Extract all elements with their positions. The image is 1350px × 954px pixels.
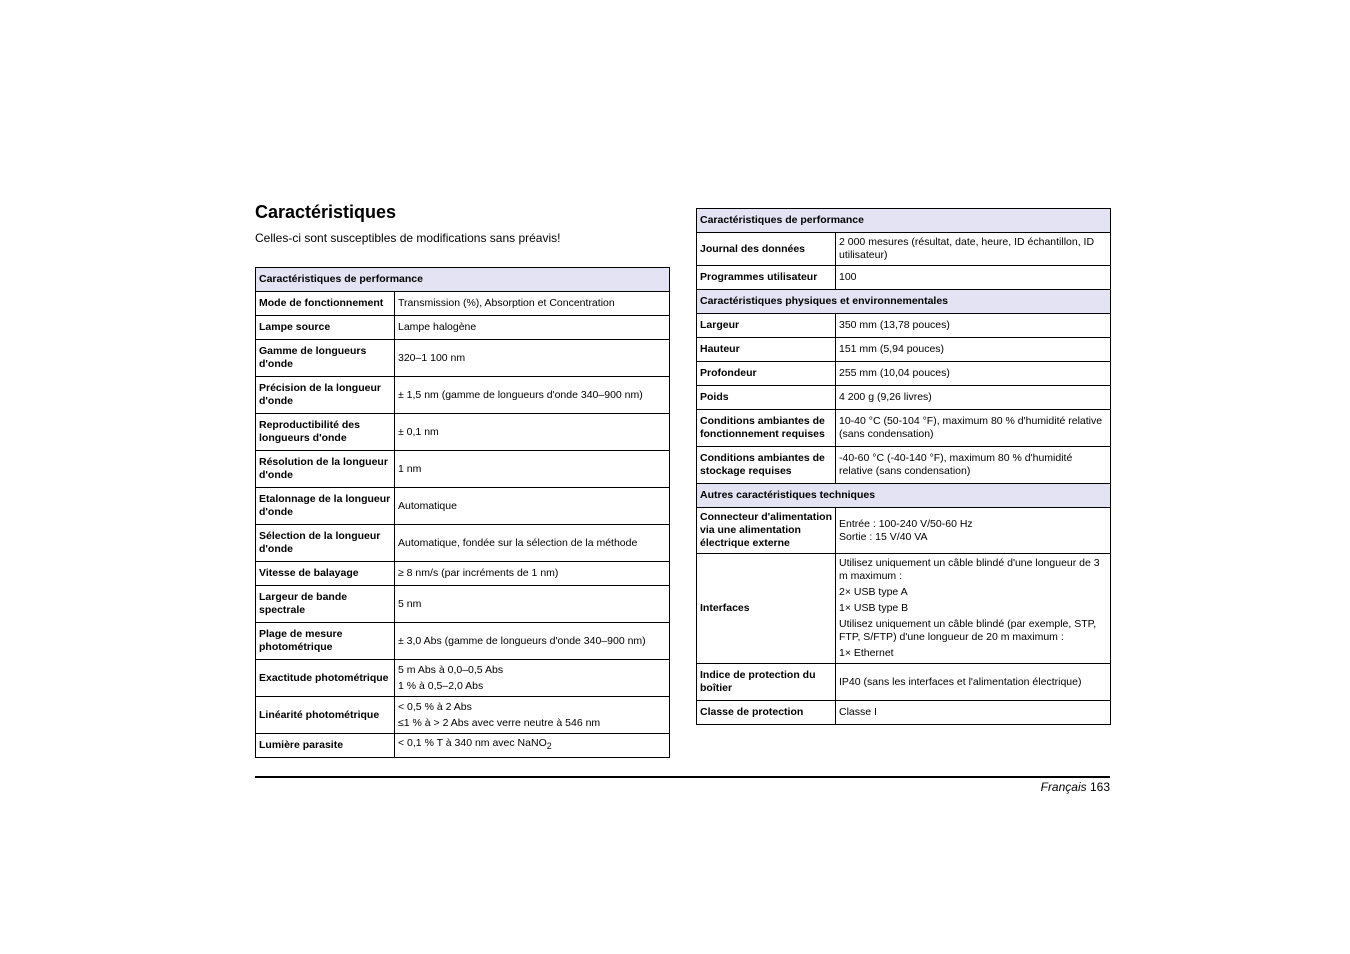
spec-label: Gamme de longueurs d'onde — [256, 340, 395, 377]
page-title: Caractéristiques — [255, 202, 397, 222]
table-header-row — [697, 484, 1111, 508]
spec-value — [836, 233, 1111, 266]
table-row — [256, 586, 670, 623]
table-header-row — [697, 209, 1111, 233]
spec-value — [395, 660, 670, 697]
spec-label: Lampe source — [256, 316, 395, 340]
section-header: Caractéristiques de performance — [256, 268, 670, 292]
spec-value — [395, 586, 670, 623]
spec-value-line: Utilisez uniquement un câble blindé (par exemple, STP, FTP, S/FTP) d'une longueur de 20 m maximum : — [839, 618, 1097, 643]
spec-value-line: Utilisez uniquement un câble blindé d'une longueur de 3 m maximum : — [839, 557, 1100, 582]
spec-value — [836, 508, 1111, 554]
spec-label: Indice de protection du boîtier — [697, 664, 836, 701]
spec-label: Etalonnage de la longueur d'onde — [256, 488, 395, 525]
spec-label: Plage de mesure photométrique — [256, 623, 395, 660]
left-table-body — [256, 268, 670, 758]
table-row — [697, 266, 1111, 290]
spec-value — [395, 697, 670, 734]
spec-label: Vitesse de balayage — [256, 562, 395, 586]
table-header-row — [697, 290, 1111, 314]
spec-value-line: 4 200 g (9,26 livres) — [839, 391, 932, 403]
table-row — [697, 338, 1111, 362]
table-row — [256, 377, 670, 414]
spec-label: Profondeur — [697, 362, 836, 386]
spec-value — [836, 447, 1111, 484]
spec-value-line: Classe I — [839, 706, 877, 718]
table-row — [697, 386, 1111, 410]
spec-value-line: Automatique — [398, 499, 457, 512]
right-table-body — [697, 209, 1111, 725]
spec-value-line: Sortie : 15 V/40 VA — [839, 530, 928, 543]
spec-value — [395, 340, 670, 377]
spec-value — [836, 386, 1111, 410]
spec-label: Interfaces — [697, 554, 836, 664]
spec-label: Programmes utilisateur — [697, 266, 836, 290]
spec-label: Exactitude photométrique — [256, 660, 395, 697]
spec-value-line: 1× Ethernet — [839, 647, 894, 659]
spec-value-line: 320–1 100 nm — [398, 351, 466, 364]
spec-value — [395, 292, 670, 316]
spec-value-line: 5 nm — [398, 597, 422, 610]
page-subtitle: Celles-ci sont susceptibles de modifications sans préavis! — [255, 231, 561, 245]
spec-value-line: < 0,1 % T à 340 nm avec NaNO$_2$ — [398, 737, 552, 752]
spec-value-line: 255 mm (10,04 pouces) — [839, 367, 950, 379]
spec-label: Largeur — [697, 314, 836, 338]
spec-value-line: ± 3,0 Abs (gamme de longueurs d'onde 340–900 nm) — [398, 634, 646, 647]
table-row — [256, 562, 670, 586]
spec-value-line: 1 nm — [398, 462, 422, 475]
spec-value — [395, 488, 670, 525]
spec-value-line: ≥ 8 nm/s (par incréments de 1 nm) — [398, 567, 559, 579]
spec-value-line: ± 1,5 nm (gamme de longueurs d'onde 340–900 nm) — [398, 388, 643, 401]
spec-label: Connecteur d'alimentation via une alimentation électrique externe — [697, 508, 836, 554]
spec-label: Résolution de la longueur d'onde — [256, 451, 395, 488]
spec-value-line: Transmission (%), Absorption et Concentration — [398, 297, 615, 309]
subscript: 2 — [546, 741, 552, 752]
table-row — [697, 233, 1111, 266]
spec-value-line: -40-60 °C (-40-140 °F), maximum 80 % d'humidité relative (sans condensation) — [839, 452, 1073, 477]
page-footer — [1041, 780, 1110, 794]
spec-value-line: 5 m Abs à 0,0–0,5 Abs — [398, 663, 504, 676]
spec-label: Journal des données — [697, 233, 836, 266]
spec-value — [836, 266, 1111, 290]
spec-value-line: ± 0,1 nm — [398, 425, 439, 438]
spec-label: Mode de fonctionnement — [256, 292, 395, 316]
section-header: Autres caractéristiques techniques — [697, 484, 1111, 508]
spec-value — [836, 338, 1111, 362]
table-row — [256, 316, 670, 340]
spec-label: Poids — [697, 386, 836, 410]
page-number: 163 — [1089, 780, 1110, 794]
table-row — [256, 451, 670, 488]
table-row — [697, 508, 1111, 554]
spec-value — [395, 414, 670, 451]
spec-value — [836, 314, 1111, 338]
spec-label: Hauteur — [697, 338, 836, 362]
spec-value — [395, 623, 670, 660]
spec-value-line: Lampe halogène — [398, 321, 477, 333]
table-row — [697, 701, 1111, 725]
spec-value — [836, 410, 1111, 447]
spec-value-line: Automatique, fondée sur la sélection de la méthode — [398, 536, 638, 549]
spec-value — [836, 701, 1111, 725]
spec-label: Classe de protection — [697, 701, 836, 725]
section-header: Caractéristiques de performance — [697, 209, 1111, 233]
table-row — [256, 734, 670, 758]
performance-spec-table — [255, 267, 670, 758]
table-row — [697, 410, 1111, 447]
spec-value-line: IP40 (sans les interfaces et l'alimentation électrique) — [839, 675, 1082, 688]
spec-value — [395, 451, 670, 488]
spec-value-line: 2× USB type A — [839, 586, 908, 598]
spec-label: Sélection de la longueur d'onde — [256, 525, 395, 562]
table-row — [256, 525, 670, 562]
spec-value — [836, 554, 1111, 664]
spec-label: Précision de la longueur d'onde — [256, 377, 395, 414]
table-row — [697, 554, 1111, 664]
section-header: Caractéristiques physiques et environnementales — [697, 290, 1111, 314]
spec-value-line: 10-40 °C (50-104 °F), maximum 80 % d'humidité relative (sans condensation) — [839, 415, 1103, 440]
spec-value-line: Entrée : 100-240 V/50-60 Hz — [839, 517, 973, 530]
spec-value — [395, 525, 670, 562]
table-row — [256, 697, 670, 734]
spec-label: Conditions ambiantes de fonctionnement requises — [697, 410, 836, 447]
spec-label: Conditions ambiantes de stockage requises — [697, 447, 836, 484]
table-row — [697, 664, 1111, 701]
table-row — [256, 340, 670, 377]
spec-value-line: < 0,5 % à 2 Abs — [398, 700, 472, 713]
spec-label: Linéarité photométrique — [256, 697, 395, 734]
spec-value-line: 1× USB type B — [839, 602, 909, 614]
spec-value — [395, 562, 670, 586]
spec-value-line: 151 mm (5,94 pouces) — [839, 343, 945, 355]
footer-language: Français — [1040, 780, 1087, 794]
spec-value — [836, 362, 1111, 386]
table-row — [256, 292, 670, 316]
spec-value-line: ≤1 % à > 2 Abs avec verre neutre à 546 nm — [398, 716, 601, 729]
spec-label: Largeur de bande spectrale — [256, 586, 395, 623]
spec-value — [395, 734, 670, 758]
table-row — [697, 314, 1111, 338]
spec-value — [836, 664, 1111, 701]
table-header-row — [256, 268, 670, 292]
spec-value — [395, 377, 670, 414]
spec-value-line: 100 — [839, 271, 857, 283]
table-row — [256, 660, 670, 697]
table-row — [697, 447, 1111, 484]
table-row — [697, 362, 1111, 386]
table-row — [256, 623, 670, 660]
spec-value-line: 2 000 mesures (résultat, date, heure, ID échantillon, ID utilisateur) — [839, 236, 1095, 261]
spec-label: Lumière parasite — [256, 734, 395, 758]
spec-label: Reproductibilité des longueurs d'onde — [256, 414, 395, 451]
spec-value — [395, 316, 670, 340]
table-row — [256, 488, 670, 525]
table-row — [256, 414, 670, 451]
spec-value-line: 1 % à 0,5–2,0 Abs — [398, 679, 484, 692]
spec-value-line: 350 mm (13,78 pouces) — [839, 319, 950, 331]
footer-divider — [255, 776, 1110, 778]
additional-spec-table — [696, 208, 1111, 725]
